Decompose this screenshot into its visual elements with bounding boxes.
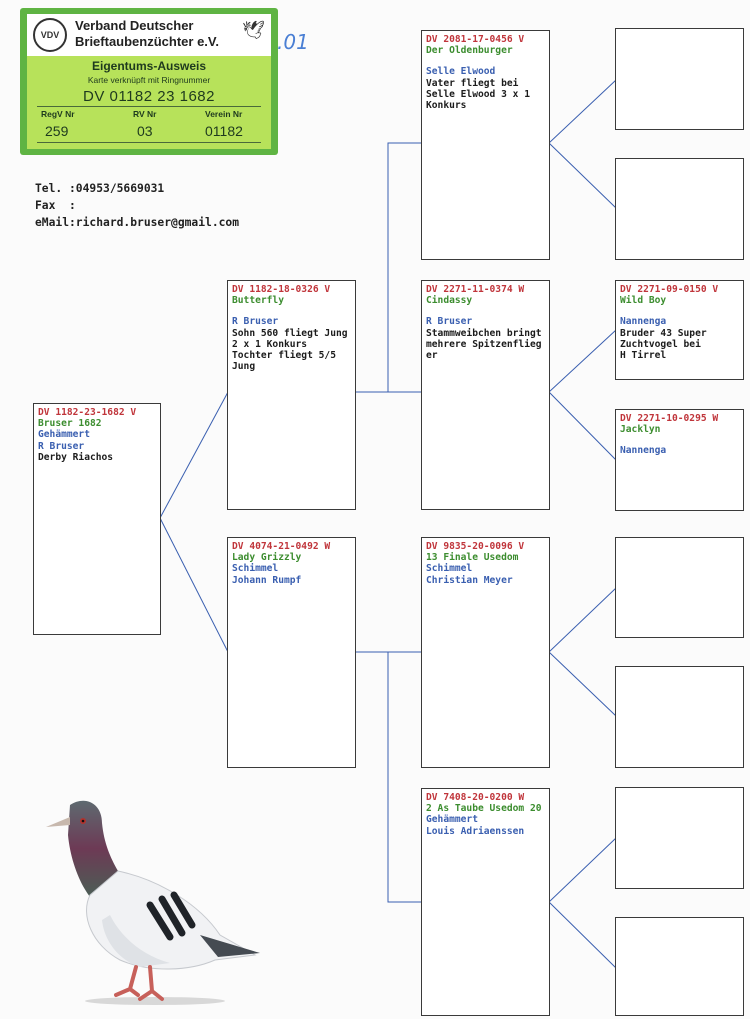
pedigree-dd-sire xyxy=(615,787,744,889)
connector-subject-dam xyxy=(160,518,228,652)
card-ring-number: DV 01182 23 1682 xyxy=(83,88,215,105)
pedigree-sire-sire xyxy=(421,30,550,260)
label-rv: RV Nr xyxy=(133,109,157,119)
org-name-line1: Verband Deutscher xyxy=(75,18,194,33)
owner-name: Selle Elwood xyxy=(426,66,496,78)
owner-name: Nannenga xyxy=(620,445,667,457)
ring-number: DV 1182-18-0326 V xyxy=(232,284,331,295)
card-subtitle: Karte verknüpft mit Ringnummer xyxy=(87,75,211,85)
ring-number: DV 2271-10-0295 W xyxy=(620,413,719,424)
pedigree-dd-dam xyxy=(615,917,744,1016)
contact-info xyxy=(35,180,239,231)
ring-number: DV 2271-11-0374 W xyxy=(426,284,525,295)
connector-ds-parents xyxy=(549,588,616,716)
label-verein: Verein Nr xyxy=(205,109,243,119)
description: 2 x 1 Konkurs xyxy=(232,338,308,350)
owner-name: Johann Rumpf xyxy=(232,574,302,586)
org-name-line2: Brieftaubenzüchter e.V. xyxy=(75,34,220,49)
color-line: Gehämmert xyxy=(426,814,478,826)
card-title: Eigentums-Ausweis xyxy=(91,59,207,73)
pedigree-ss-dam xyxy=(615,158,744,260)
connector-ss-parents xyxy=(549,80,616,208)
pedigree-dam xyxy=(227,537,356,768)
pedigree-subject xyxy=(33,403,161,635)
card-divider-bottom xyxy=(37,142,261,143)
description: Stammweibchen bringt xyxy=(426,327,542,339)
color-line: Gehämmert xyxy=(38,429,90,441)
pedigree-sire-dam xyxy=(421,280,550,510)
pedigree-ds-sire xyxy=(615,537,744,638)
color-line: Schimmel xyxy=(232,563,279,575)
ring-number: DV 2271-09-0150 V xyxy=(620,284,719,295)
ring-number: DV 2081-17-0456 V xyxy=(426,34,525,45)
description: mehrere Spitzenflieg xyxy=(426,338,542,350)
pedigree-dam-sire xyxy=(421,537,550,768)
description: Tochter fliegt 5/5 xyxy=(232,350,336,362)
description: Vater fliegt bei xyxy=(426,77,519,89)
contact-fax: Fax : xyxy=(35,199,76,212)
bird-name: Wild Boy xyxy=(620,295,667,307)
owner-name: R Bruser xyxy=(426,316,473,328)
description: Bruder 43 Super xyxy=(620,327,707,339)
pedigree-ds-dam xyxy=(615,666,744,768)
connector-dam-parents xyxy=(355,652,422,902)
vdv-logo: VDV xyxy=(33,18,67,52)
owner-name: Louis Adriaenssen xyxy=(426,825,525,837)
owner-name: R Bruser xyxy=(232,316,279,328)
card-divider xyxy=(37,106,261,107)
description: er xyxy=(426,350,438,362)
bird-name: 2 As Taube Usedom 20 xyxy=(426,803,542,815)
owner-name: Nannenga xyxy=(620,316,667,328)
bird-name: Bruser 1682 xyxy=(38,418,102,430)
bird-name: Der Oldenburger xyxy=(426,45,513,57)
owner-name: Christian Meyer xyxy=(426,574,513,586)
connector-dd-parents xyxy=(549,838,616,968)
description: H Tirrel xyxy=(620,350,667,362)
pedigree-sd-dam xyxy=(615,409,744,511)
pigeon-photo xyxy=(40,795,270,1010)
ring-number: DV 9835-20-0096 V xyxy=(426,541,525,552)
bird-name: Jacklyn xyxy=(620,424,661,436)
owner-name: R Bruser xyxy=(38,440,85,452)
connector-subject-sire xyxy=(160,392,228,518)
description: Konkurs xyxy=(426,100,467,112)
pedigree-sd-sire xyxy=(615,280,744,380)
ring-number: DV 4074-21-0492 W xyxy=(232,541,331,552)
description: Sohn 560 fliegt Jung xyxy=(232,327,348,339)
description: Jung xyxy=(232,361,256,373)
description: Derby Riachos xyxy=(38,451,114,463)
value-verein: 01182 xyxy=(205,123,243,139)
value-rv: 03 xyxy=(137,123,153,139)
description: Zuchtvogel bei xyxy=(620,338,701,350)
card-header xyxy=(27,14,271,56)
description: Selle Elwood 3 x 1 xyxy=(426,88,530,100)
handwritten-note: .01 xyxy=(277,30,309,54)
ring-number: DV 1182-23-1682 V xyxy=(38,407,137,418)
bird-name: Cindassy xyxy=(426,295,473,307)
pedigree-sire xyxy=(227,280,356,510)
bird-name: Lady Grizzly xyxy=(232,552,302,564)
label-regv: RegV Nr xyxy=(41,109,75,119)
bird-name: 13 Finale Usedom xyxy=(426,552,519,564)
color-line: Schimmel xyxy=(426,563,473,575)
connector-sire-parents xyxy=(355,143,422,392)
ring-number: DV 7408-20-0200 W xyxy=(426,792,525,803)
pigeon-emblem-icon: 🕊 xyxy=(242,20,265,40)
ownership-id-card xyxy=(20,8,278,155)
connector-sd-parents xyxy=(549,330,616,460)
bird-name: Butterfly xyxy=(232,295,284,307)
contact-tel: Tel. :04953/5669031 xyxy=(35,182,165,195)
pedigree-ss-sire xyxy=(615,28,744,130)
value-regv: 259 xyxy=(45,123,69,139)
card-body xyxy=(27,14,271,149)
contact-email[interactable]: eMail:richard.bruser@gmail.com xyxy=(35,216,240,229)
pedigree-dam-dam xyxy=(421,788,550,1016)
